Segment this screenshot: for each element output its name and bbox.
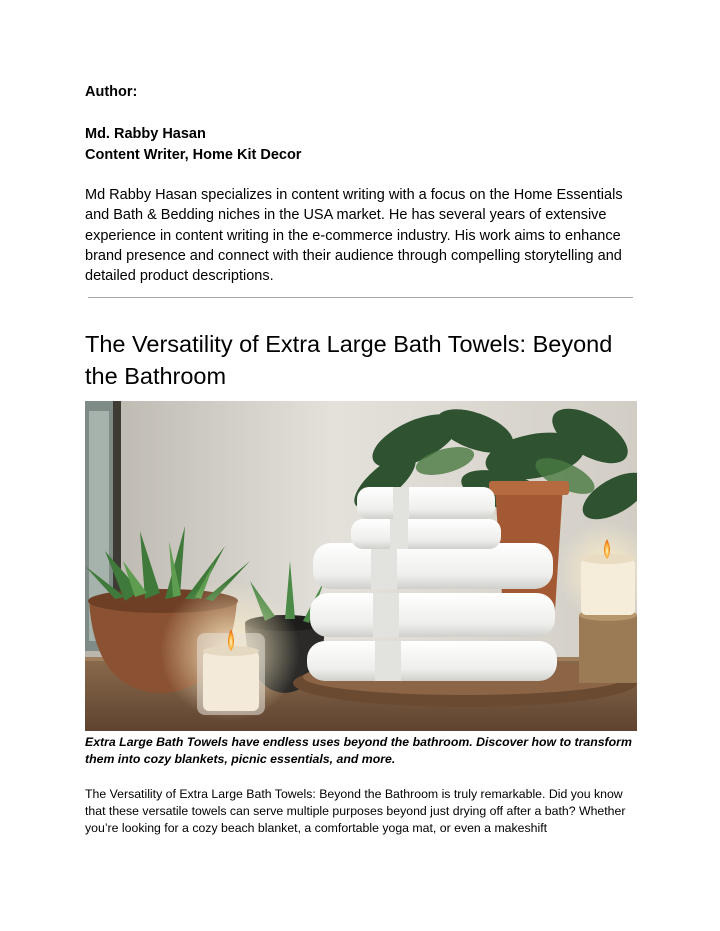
author-block bbox=[85, 124, 301, 166]
author-name: Md. Rabby Hasan bbox=[85, 126, 206, 142]
article-title: The Versatility of Extra Large Bath Towels: Beyond the Bathroom bbox=[85, 331, 613, 389]
towels-photo bbox=[85, 401, 637, 731]
author-bio: Md Rabby Hasan specializes in content writing with a focus on the Home Essentials and Bath & Bedding niches in the USA market. He has several years of extensive experience in content writing in the e-commerce industry. His work aims to enhance brand presence and connect with their audience through compelling storytelling and detailed product descriptions. bbox=[85, 187, 623, 285]
author-label: Author: bbox=[85, 84, 138, 100]
article-body: The Versatility of Extra Large Bath Towels: Beyond the Bathroom is truly remarkable. Did you know that these versatile towels can serve multiple purposes beyond just drying off after a bath? Whether you’re looking for a cozy beach blanket, a comfortable yoga mat, or even a makeshift bbox=[85, 787, 626, 836]
image-caption: Extra Large Bath Towels have endless uses beyond the bathroom. Discover how to transform them into cozy blankets, picnic essentials, and more. bbox=[85, 735, 632, 766]
author-role: Content Writer, Home Kit Decor bbox=[85, 147, 302, 163]
horizontal-divider bbox=[88, 297, 633, 298]
